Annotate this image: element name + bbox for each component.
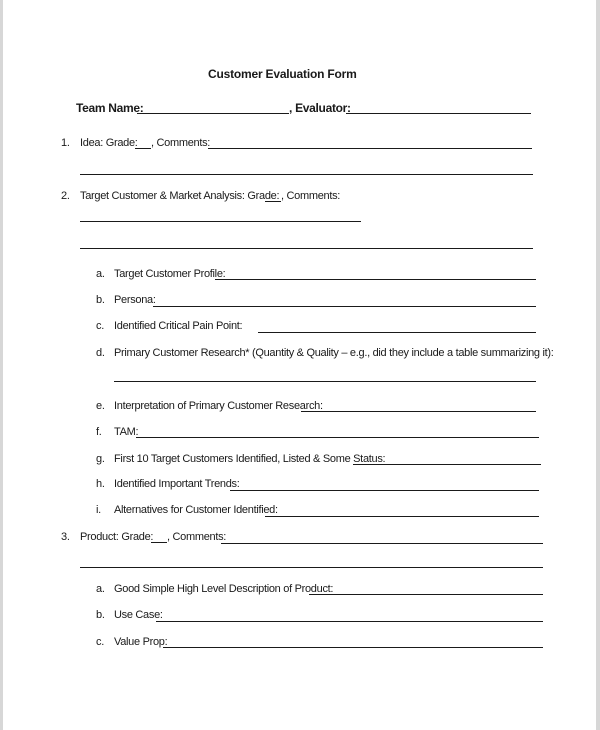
q2-item-label: TAM: [114, 426, 139, 438]
team-name-label: Team Name: [76, 101, 144, 115]
q3-number: 3. [61, 531, 70, 543]
q2-label: Target Customer & Market Analysis: Grade: [80, 190, 280, 202]
q1-comments-field[interactable] [208, 148, 532, 149]
q3-item-label: Good Simple High Level Description of Product: [114, 583, 334, 595]
q3-comments-field-2[interactable] [80, 567, 543, 568]
evaluator-field[interactable] [346, 113, 531, 114]
q2-comments-field-2[interactable] [80, 248, 533, 249]
q2-grade-field[interactable] [265, 201, 281, 202]
q2-item-label: First 10 Target Customers Identified, Listed & Some Status: [114, 453, 386, 465]
q2-item-letter: a. [96, 268, 105, 280]
q2-number: 2. [61, 190, 70, 202]
q3-item-field[interactable] [163, 647, 543, 648]
q3-item-field[interactable] [309, 594, 543, 595]
q1-grade-field[interactable] [135, 148, 151, 149]
q2-item-letter: f. [96, 426, 102, 438]
q3-label: Product: Grade: [80, 531, 154, 543]
q3-item-letter: c. [96, 636, 104, 648]
q2-item-letter: b. [96, 294, 105, 306]
q2-item-field[interactable] [258, 332, 536, 333]
q2-item-letter: e. [96, 400, 105, 412]
q3-item-label: Value Prop: [114, 636, 168, 648]
q2-item-field[interactable] [353, 464, 541, 465]
q2-comments-field[interactable] [80, 221, 361, 222]
q3-item-label: Use Case: [114, 609, 163, 621]
q2-item-field[interactable] [153, 306, 536, 307]
q2-item-field[interactable] [230, 490, 539, 491]
q2-item-letter: d. [96, 347, 105, 359]
q3-item-letter: b. [96, 609, 105, 621]
q2-item-label: Identified Important Trends: [114, 478, 240, 490]
q1-number: 1. [61, 137, 70, 149]
team-name-field[interactable] [137, 113, 289, 114]
q2-item-letter: h. [96, 478, 105, 490]
q1-comments-label: , Comments: [151, 137, 211, 149]
q2-item-label: Target Customer Profile: [114, 268, 226, 280]
form-title: Customer Evaluation Form [208, 67, 357, 81]
q2-comments-label: , Comments: [281, 190, 341, 202]
q1-label: Idea: Grade: [80, 137, 138, 149]
q2-item-letter: i. [96, 504, 101, 516]
q3-comments-label: , Comments: [167, 531, 227, 543]
evaluator-label: , Evaluator: [289, 101, 351, 115]
q2-item-label: Persona: [114, 294, 156, 306]
q3-item-field[interactable] [156, 621, 543, 622]
q2-item-field[interactable] [136, 437, 539, 438]
q2-item-field[interactable] [301, 411, 536, 412]
q3-grade-field[interactable] [151, 542, 167, 543]
q3-item-letter: a. [96, 583, 105, 595]
q2-item-label: Alternatives for Customer Identified: [114, 504, 278, 516]
q2-item-label: Interpretation of Primary Customer Research: [114, 400, 323, 412]
q2-item-letter: g. [96, 453, 105, 465]
q3-comments-field[interactable] [221, 543, 543, 544]
q2-item-label: Identified Critical Pain Point: [114, 320, 243, 332]
q2-item-label: Primary Customer Research* (Quantity & Quality – e.g., did they include a table summarizing it): [114, 347, 554, 359]
q2-item-field[interactable] [265, 516, 539, 517]
q1-comments-field-2[interactable] [80, 174, 533, 175]
q2-item-field[interactable] [215, 279, 536, 280]
q2-item-letter: c. [96, 320, 104, 332]
document-page [3, 0, 596, 730]
q2-item-field[interactable] [114, 381, 536, 382]
